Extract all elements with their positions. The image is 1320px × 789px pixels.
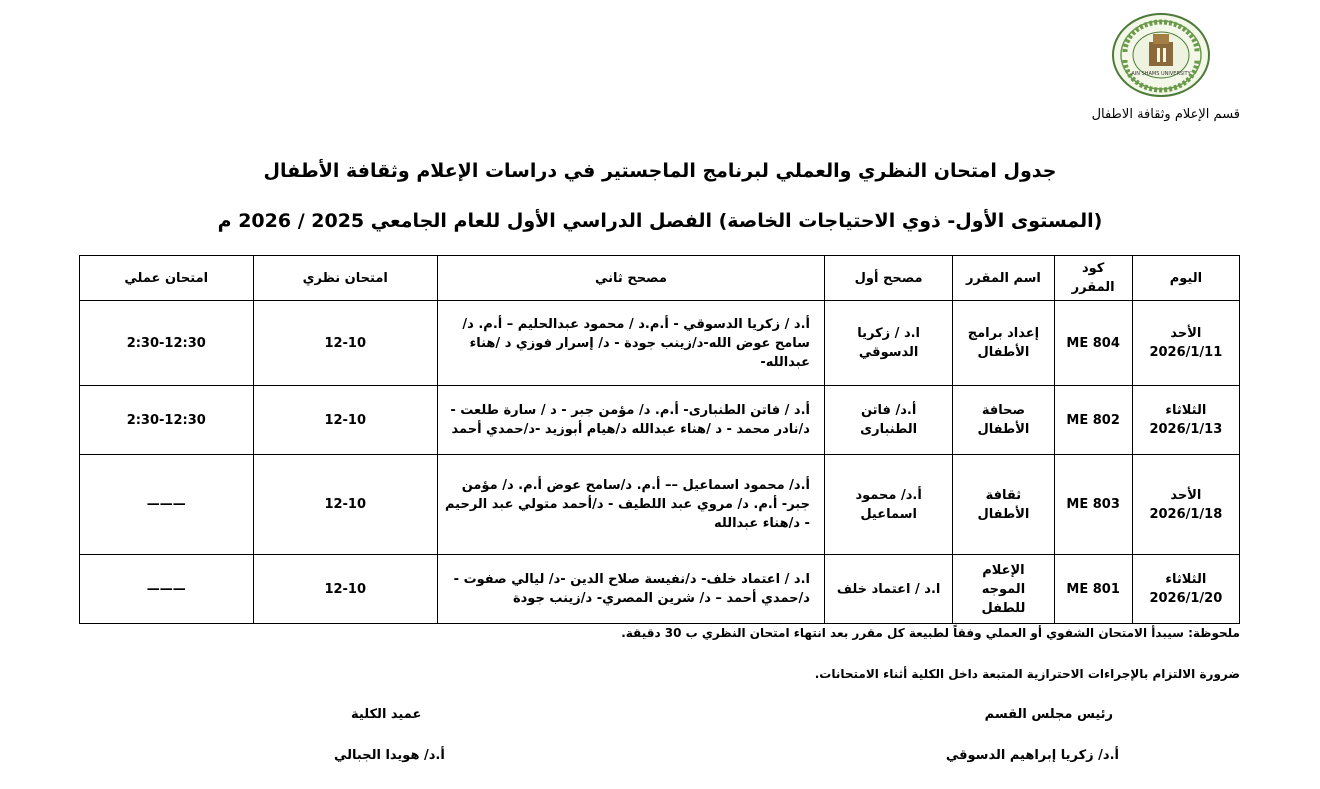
theory-exam-cell: 12-10 xyxy=(253,555,437,624)
dean-title: عميد الكلية xyxy=(351,707,422,722)
svg-text:AIN SHAMS UNIVERSITY: AIN SHAMS UNIVERSITY xyxy=(1131,71,1191,77)
day-name: الأحد xyxy=(1170,326,1202,341)
day-cell xyxy=(1132,386,1239,455)
practical-exam-cell: 2:30-12:30 xyxy=(80,386,254,455)
first-examiner-cell: أ.د/ فاتن الطنبارى xyxy=(824,386,952,455)
page-subtitle: (المستوى الأول- ذوي الاحتياجات الخاصة) الفصل الدراسي الأول للعام الجامعي 2025 / 2026 م xyxy=(217,210,1103,232)
day-name: الثلاثاء xyxy=(1165,572,1207,587)
table-row xyxy=(80,386,1240,455)
university-seal-icon xyxy=(1111,12,1211,98)
header-practical-exam: امتحان عملي xyxy=(80,256,254,301)
theory-exam-cell: 12-10 xyxy=(253,386,437,455)
header-theory-exam: امتحان نظري xyxy=(253,256,437,301)
table-header-row xyxy=(80,256,1240,301)
page-title: جدول امتحان النظري والعملي لبرنامج الماجستير في دراسات الإعلام وثقافة الأطفال xyxy=(263,160,1057,182)
first-examiner-cell: ا.د / زكريا الدسوقي xyxy=(824,301,952,386)
header-second-examiner: مصحح ثاني xyxy=(437,256,824,301)
header-course-name: اسم المقرر xyxy=(953,256,1054,301)
department-name: قسم الإعلام وثقافة الاطفال xyxy=(1091,107,1240,122)
department-head-title: رئيس مجلس القسم xyxy=(984,707,1113,722)
exam-note: ملحوظة: سيبدأ الامتحان الشفوي أو العملي وفقاً لطبيعة كل مقرر بعد انتهاء امتحان النظري ب 30 دقيقة. xyxy=(621,626,1240,640)
practical-exam-cell: ——— xyxy=(80,455,254,555)
exam-schedule-table xyxy=(79,255,1240,624)
course-code-cell: ME 803 xyxy=(1054,455,1132,555)
header-course-code: كود المقرر xyxy=(1054,256,1132,301)
second-examiner-cell: أ.د / زكريا الدسوقي - أ.م.د / محمود عبدالحليم – أ.م. د/سامح عوض الله-د/زينب جودة - د/ إسرار فوزي د /هناء عبدالله- xyxy=(437,301,824,386)
course-name-cell: صحافة الأطفال xyxy=(953,386,1054,455)
course-code-cell: ME 802 xyxy=(1054,386,1132,455)
second-examiner-cell: أ.د / فاتن الطنبارى- أ.م. د/ مؤمن جبر - د / سارة طلعت - د/نادر محمد - د /هناء عبدالله د/هيام أبوزيد -د/حمدي أحمد xyxy=(437,386,824,455)
course-code-cell: ME 801 xyxy=(1054,555,1132,624)
day-cell xyxy=(1132,555,1239,624)
precautions-note: ضرورة الالتزام بالإجراءات الاحترازية المتبعة داخل الكلية أثناء الامتحانات. xyxy=(814,667,1240,681)
day-cell xyxy=(1132,301,1239,386)
second-examiner-cell: ا.د / اعتماد خلف- د/نفيسة صلاح الدين -د/ ليالي صفوت - د/حمدي أحمد – د/ شرين المصري- د/زينب جودة xyxy=(437,555,824,624)
day-date: 2026/1/20 xyxy=(1149,591,1223,606)
course-code-cell: ME 804 xyxy=(1054,301,1132,386)
theory-exam-cell: 12-10 xyxy=(253,455,437,555)
course-name-cell: ثقافة الأطفال xyxy=(953,455,1054,555)
day-cell xyxy=(1132,455,1239,555)
first-examiner-cell: أ.د/ محمود اسماعيل xyxy=(824,455,952,555)
practical-exam-cell: ——— xyxy=(80,555,254,624)
practical-exam-cell: 2:30-12:30 xyxy=(80,301,254,386)
table-row xyxy=(80,301,1240,386)
dean-name: أ.د/ هويدا الجبالي xyxy=(334,748,445,763)
day-date: 2026/1/18 xyxy=(1149,506,1223,522)
first-examiner-cell: ا.د / اعتماد خلف xyxy=(824,555,952,624)
header-day: اليوم xyxy=(1132,256,1239,301)
department-head-name: أ.د/ زكريا إبراهيم الدسوقي xyxy=(945,748,1119,763)
course-name-cell: الإعلام الموجه للطفل xyxy=(953,555,1054,624)
table-row xyxy=(80,455,1240,555)
day-date: 2026/1/11 xyxy=(1149,345,1223,360)
course-name-cell: إعداد برامج الأطفال xyxy=(953,301,1054,386)
table-row xyxy=(80,555,1240,624)
day-name: الأحد xyxy=(1170,487,1202,503)
theory-exam-cell: 12-10 xyxy=(253,301,437,386)
day-date: 2026/1/13 xyxy=(1149,422,1223,437)
header-first-examiner: مصحح أول xyxy=(824,256,952,301)
second-examiner-cell: أ.د/ محمود اسماعيل –– أ.م. د/سامح عوض أ.م. د/ مؤمن جبر- أ.م. د/ مروي عبد اللطيف - د/أحمد متولي عبد الرحيم - د/هناء عبدالله xyxy=(437,455,824,555)
day-name: الثلاثاء xyxy=(1165,403,1207,418)
